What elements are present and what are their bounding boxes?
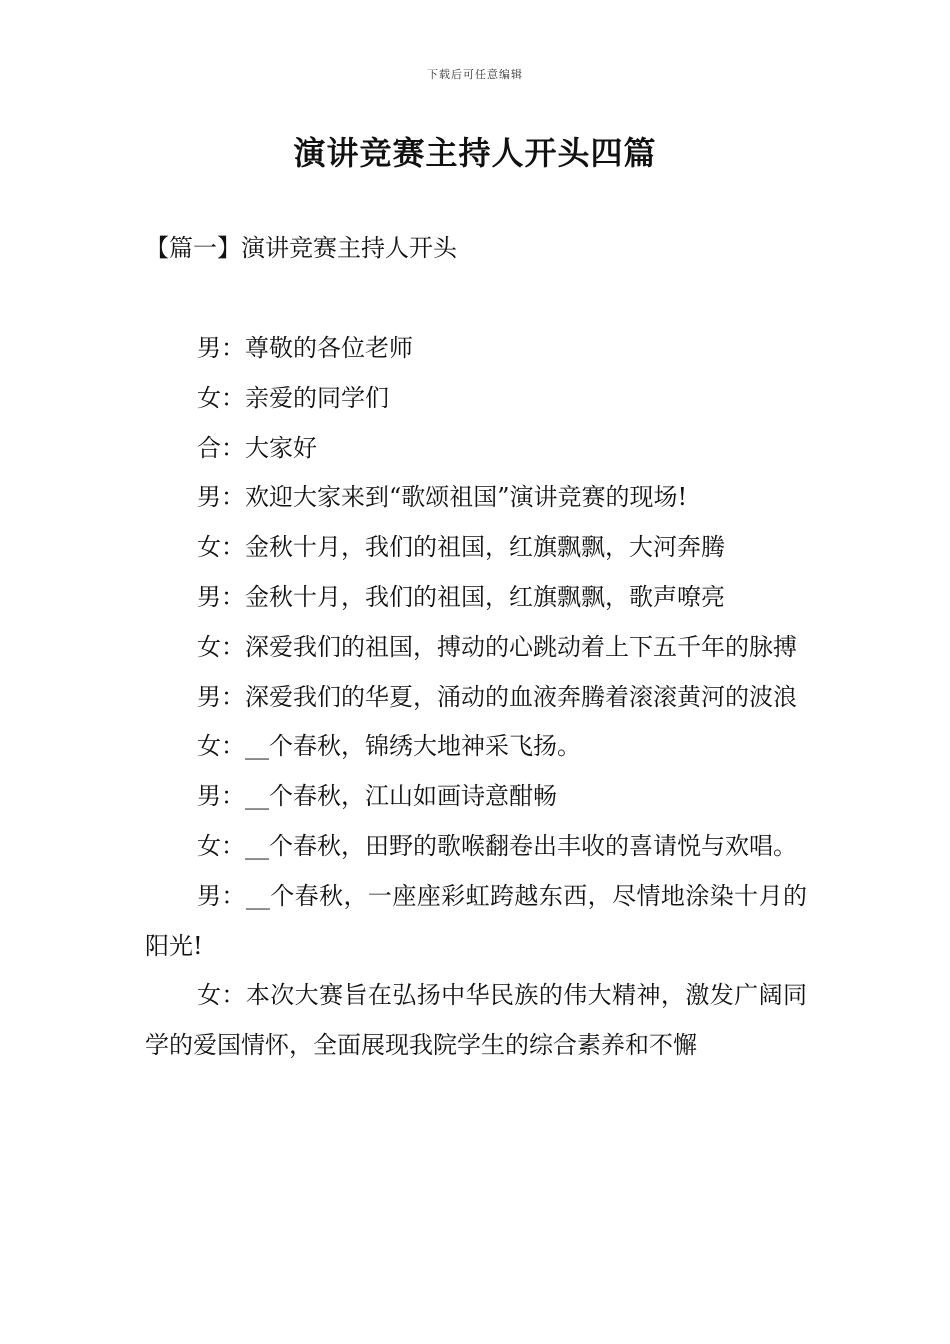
paragraph: 男：金秋十月，我们的祖国，红旗飘飘，歌声嘹亮 xyxy=(197,582,725,611)
paragraph: 女：亲爱的同学们 xyxy=(197,383,389,412)
document-body xyxy=(145,324,807,1071)
paragraph: 合：大家好 xyxy=(197,433,317,462)
paragraph: 女：__个春秋，锦绣大地神采飞扬。 xyxy=(197,732,581,761)
paragraph: 女：金秋十月，我们的祖国，红旗飘飘，大河奔腾 xyxy=(197,533,725,562)
paragraph: 男：__个春秋，一座座彩虹跨越东西，尽情地涂染十月的阳光! xyxy=(145,881,807,960)
paragraph: 男：欢迎大家来到“歌颂祖国”演讲竞赛的现场! xyxy=(197,483,688,512)
paragraph: 男：尊敬的各位老师 xyxy=(197,334,413,362)
paragraph: 女：深爱我们的祖国，搏动的心跳动着上下五千年的脉搏 xyxy=(197,632,797,661)
paragraph: 女：本次大赛旨在弘扬中华民族的伟大精神，激发广阔同学的爱国情怀，全面展现我院学生的综合素养和不懈 xyxy=(145,981,807,1060)
header-note: 下载后可任意编辑 xyxy=(427,68,523,81)
paragraph: 女：__个春秋，田野的歌喉翻卷出丰收的喜请悦与欢唱。 xyxy=(197,831,797,860)
paragraph: 男：__个春秋，江山如画诗意酣畅 xyxy=(197,782,557,811)
paragraph: 男：深爱我们的华夏，涌动的血液奔腾着滚滚黄河的波浪 xyxy=(197,682,797,711)
document-title: 演讲竞赛主持人开头四篇 xyxy=(293,134,657,172)
section-heading: 【篇一】演讲竞赛主持人开头 xyxy=(145,234,457,262)
